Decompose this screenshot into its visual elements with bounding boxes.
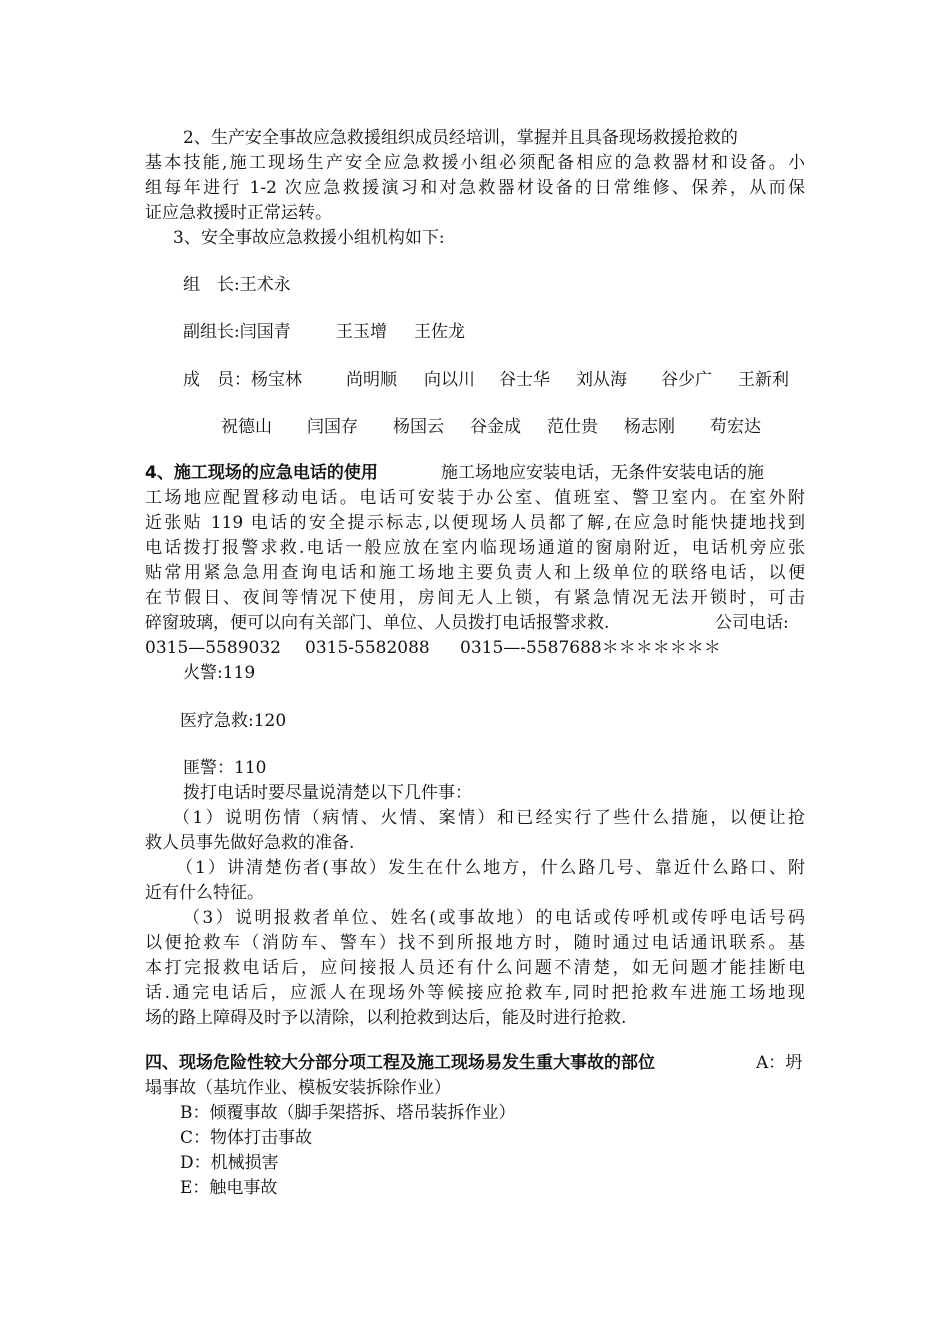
list-item-b: B：倾覆事故（脚手架搭拆、塔吊装拆作业） [180,1103,516,1123]
paragraph-line: 近有什么特征。 [145,883,264,903]
paragraph-line: 电话拨打报警求救.电话一般应放在室内临现场通道的窗扇附近，电话机旁应张 [145,538,805,558]
paragraph-line: 工场地应配置移动电话。电话可安装于办公室、值班室、警卫室内。在室外附 [145,488,805,508]
list-item-c: C：物体打击事故 [180,1128,313,1148]
list-item-d: D：机械损害 [180,1153,279,1173]
team-deputies [183,320,843,344]
member-name: 刘从海 [576,370,627,390]
section-heading: 3、安全事故应急救援小组机构如下: [173,228,445,248]
team-members-row [183,368,813,392]
paragraph-line: 话.通完电话后，应派人在现场外等候接应抢救车,同时把抢救车进施工场地现 [145,983,805,1003]
section-4-first-line [145,461,805,485]
paragraph-line: 场的路上障碍及时予以清除，以利抢救到达后，能及时进行抢救. [145,1008,627,1028]
list-item-a-start: A：坍 [756,1053,803,1073]
deputy-label: 副组长:闫国青 [183,322,291,342]
list-item-a-rest: 塌事故（基坑作业、模板安装拆除作业） [145,1078,451,1098]
paragraph-line: 贴常用紧急急用查询电话和施工场地主要负责人和上级单位的联络电话，以便 [145,563,805,583]
paragraph-line: （1）讲清楚伤者(事故）发生在什么地方，什么路几号、靠近什么路口、附 [176,858,805,878]
police-number: 匪警：110 [183,758,267,778]
section-title: 4、施工现场的应急电话的使用 [145,463,378,483]
fire-number: 火警:119 [183,663,256,683]
paragraph-line: （1）说明伤情（病情、火情、案情）和已经实行了些什么措施，以便让抢 [173,808,805,828]
paragraph-line: 基本技能,施工现场生产安全应急救援小组必须配备相应的急救器材和设备。小 [145,153,805,173]
paragraph-line: 以便抢救车（消防车、警车）找不到所报地方时，随时通过电话通讯联系。基 [145,933,805,953]
member-name: 谷金成 [470,417,521,437]
member-name: 杨志刚 [624,417,675,437]
paragraph-line: 在节假日、夜间等情况下使用，房间无人上锁，有紧急情况无法开锁时，可击 [145,588,805,608]
paragraph-line: （3）说明报救者单位、姓名(或事故地）的电话或传呼机或传呼电话号码 [183,908,805,928]
paragraph-line: 近张贴 119 电话的安全提示标志,以便现场人员都了解,在应急时能快捷地找到 [145,513,805,533]
team-leader: 组 长:王术永 [183,275,291,295]
members-label: 成 员：杨宝林 [183,370,302,390]
member-name: 苟宏达 [710,417,761,437]
paragraph-line: 2、生产安全事故应急救援组织成员经培训，掌握并且具备现场救援抢救的 [183,128,738,148]
call-intro: 拨打电话时要尽量说清楚以下几件事： [183,783,472,803]
paragraph-text: 碎窗玻璃，便可以向有关部门、单位、人员拨打电话报警求救. [145,613,610,633]
company-phones [145,636,805,660]
company-phone-label: 公司电话: [715,613,789,633]
paragraph-line [145,611,805,635]
paragraph-line: 本打完报救电话后，应问接报人员还有什么问题不清楚，如无问题才能挂断电 [145,958,805,978]
member-name: 尚明顺 [346,370,397,390]
member-name: 向以川 [424,370,475,390]
member-name: 谷少广 [661,370,712,390]
paragraph-text: 施工场地应安装电话，无条件安装电话的施 [441,463,764,483]
medical-number: 医疗急救:120 [180,711,287,731]
team-members-row [221,415,801,439]
deputy-name: 王佐龙 [414,322,465,342]
phone-number: 0315-5582088 [305,638,430,658]
phone-number: 0315—5589032 [145,638,281,658]
member-name: 王新利 [738,370,789,390]
section-4-cn-first-line [145,1051,805,1075]
paragraph-line: 证应急救援时正常运转。 [145,203,332,223]
paragraph-line: 组每年进行 1-2 次应急救援演习和对急救器材设备的日常维修、保养，从而保 [145,178,805,198]
deputy-name: 王玉增 [336,322,387,342]
section-title: 四、现场危险性较大分部分项工程及施工现场易发生重大事故的部位 [145,1053,655,1073]
member-name: 祝德山 [221,417,272,437]
member-name: 谷士华 [499,370,550,390]
member-name: 闫国存 [307,417,358,437]
paragraph-line: 救人员事先做好急救的准备. [145,833,355,853]
member-name: 杨国云 [393,417,444,437]
list-item-e: E：触电事故 [180,1178,278,1198]
phone-number: 0315—-5587688＊＊＊＊＊＊＊ [460,638,721,658]
member-name: 范仕贵 [547,417,598,437]
